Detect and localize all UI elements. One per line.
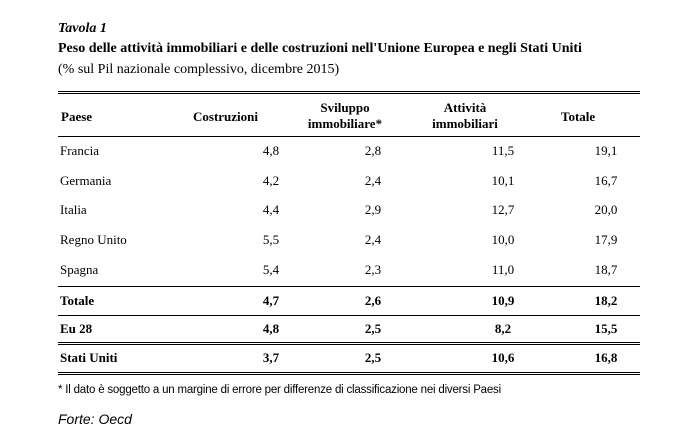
cell-costruzioni: 4,4 bbox=[262, 202, 280, 217]
cell-attivita: 10,6 bbox=[491, 350, 515, 365]
header-bottom-rule bbox=[58, 136, 640, 137]
cell-paese: Germania bbox=[60, 173, 112, 188]
eu-top-rule bbox=[58, 315, 640, 316]
cell-costruzioni: 5,4 bbox=[262, 262, 280, 277]
totale-top-rule bbox=[58, 286, 640, 287]
cell-sviluppo: 2,6 bbox=[364, 293, 382, 308]
cell-costruzioni: 4,7 bbox=[262, 293, 280, 308]
cell-sviluppo: 2,5 bbox=[364, 321, 382, 336]
cell-sviluppo: 2,4 bbox=[364, 232, 382, 247]
cell-totale: 15,5 bbox=[594, 321, 618, 336]
header-attivita-line2: immobiliari bbox=[432, 116, 498, 131]
header-costruzioni: Costruzioni bbox=[193, 109, 258, 124]
cell-sviluppo: 2,4 bbox=[364, 173, 382, 188]
cell-totale: 16,7 bbox=[594, 173, 618, 188]
header-sviluppo-line2: immobiliare* bbox=[307, 116, 383, 131]
cell-attivita: 11,0 bbox=[491, 262, 515, 277]
header-sviluppo bbox=[300, 100, 390, 132]
cell-costruzioni: 3,7 bbox=[262, 350, 280, 365]
cell-paese: Francia bbox=[60, 143, 99, 158]
cell-paese: Stati Uniti bbox=[60, 350, 118, 365]
cell-sviluppo: 2,9 bbox=[364, 202, 382, 217]
table-top-rule bbox=[58, 91, 640, 94]
cell-totale: 18,2 bbox=[594, 293, 618, 308]
cell-sviluppo: 2,8 bbox=[364, 143, 382, 158]
header-attivita bbox=[425, 100, 505, 132]
table-row bbox=[58, 139, 640, 163]
us-top-rule bbox=[58, 342, 640, 345]
cell-attivita: 12,7 bbox=[491, 202, 515, 217]
cell-attivita: 10,1 bbox=[491, 173, 515, 188]
table-row bbox=[58, 198, 640, 222]
totale-row bbox=[58, 289, 640, 313]
header-paese: Paese bbox=[61, 109, 93, 124]
cell-costruzioni: 4,8 bbox=[262, 321, 280, 336]
cell-totale: 19,1 bbox=[594, 143, 618, 158]
eu-row bbox=[58, 317, 640, 341]
cell-costruzioni: 4,2 bbox=[262, 173, 280, 188]
cell-costruzioni: 4,8 bbox=[262, 143, 280, 158]
header-sviluppo-line1: Sviluppo bbox=[320, 100, 370, 115]
cell-paese: Eu 28 bbox=[60, 321, 93, 336]
cell-paese: Italia bbox=[60, 202, 87, 217]
table-number: Tavola 1 bbox=[58, 21, 107, 36]
cell-costruzioni: 5,5 bbox=[262, 232, 280, 247]
table-bottom-rule bbox=[58, 372, 640, 375]
table-row bbox=[58, 169, 640, 193]
cell-paese: Totale bbox=[60, 293, 95, 308]
table-row bbox=[58, 258, 640, 282]
cell-paese: Spagna bbox=[60, 262, 99, 277]
cell-totale: 20,0 bbox=[594, 202, 618, 217]
us-row bbox=[58, 346, 640, 370]
table-title: Peso delle attività immobiliari e delle costruzioni nell'Unione Europea e negli Stati Uniti bbox=[58, 41, 582, 56]
cell-attivita: 8,2 bbox=[494, 321, 512, 336]
table-subtitle: (% sul Pil nazionale complessivo, dicembre 2015) bbox=[58, 62, 340, 77]
header-attivita-line1: Attività bbox=[443, 100, 487, 115]
cell-sviluppo: 2,3 bbox=[364, 262, 382, 277]
cell-paese: Regno Unito bbox=[60, 232, 127, 247]
cell-attivita: 11,5 bbox=[491, 143, 515, 158]
cell-sviluppo: 2,5 bbox=[364, 350, 382, 365]
cell-totale: 18,7 bbox=[594, 262, 618, 277]
cell-attivita: 10,0 bbox=[491, 232, 515, 247]
cell-totale: 17,9 bbox=[594, 232, 618, 247]
header-totale: Totale bbox=[561, 109, 596, 124]
table-row bbox=[58, 228, 640, 252]
cell-attivita: 10,9 bbox=[491, 293, 515, 308]
table-source: Forte: Oecd bbox=[58, 411, 132, 427]
table-footnote: * Il dato è soggetto a un margine di errore per differenze di classificazione nei diversi Paesi bbox=[58, 384, 501, 396]
cell-totale: 16,8 bbox=[594, 350, 618, 365]
